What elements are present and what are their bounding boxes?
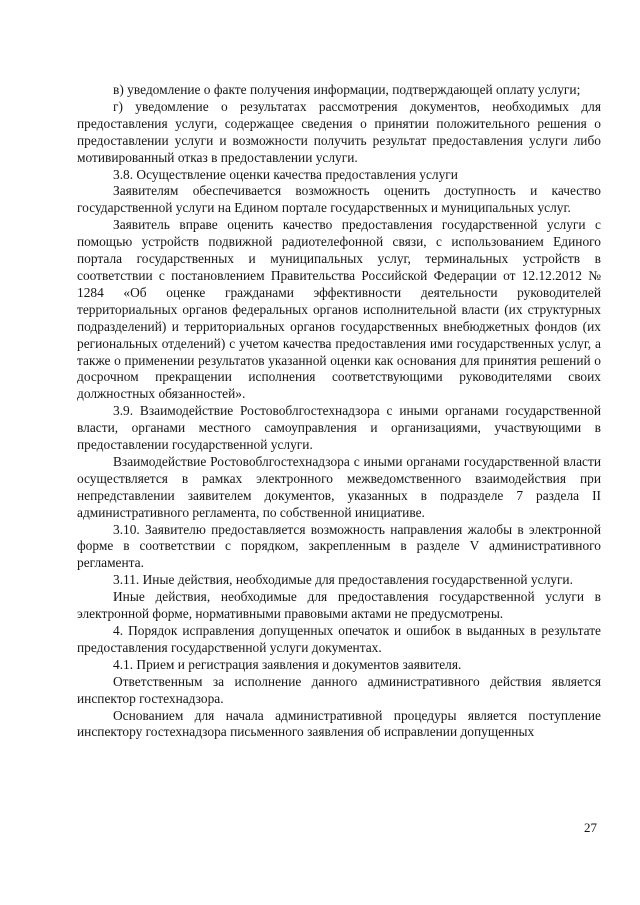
- section-heading-3-11: 3.11. Иные действия, необходимые для предоставления государственной услуги.: [113, 572, 573, 588]
- paragraph-responsible-person: Ответственным за исполнение данного административного действия является инспектор гостехнадзора.: [77, 673, 601, 706]
- section-heading-4: 4. Порядок исправления допущенных опечаток и ошибок в выданных в результате предоставления государственной услуги документах.: [77, 623, 601, 655]
- paragraph-quality-assessment-possibility: Заявителям обеспечивается возможность оценить доступность и качество государственной услуги на Едином портале государственных и муниципальных услуг.: [77, 183, 601, 216]
- section-heading-3-10: 3.10. Заявителю предоставляется возможность направления жалобы в электронной форме в соответствии с порядком, закрепленным в разделе V административного регламента.: [77, 521, 601, 571]
- paragraph-other-actions: Иные действия, необходимые для предоставления государственной услуги в электронной форме, нормативными правовыми актами не предусмотрены.: [77, 589, 601, 622]
- paragraph-review-results-notice: г) уведомление о результатах рассмотрения документов, необходимых для предоставления услуги, содержащее сведения о принятии положительного решения о предоставлении услуги и возможности получить результат предоставления услуги либо мотивированный отказ в предоставлении услуги.: [77, 98, 601, 165]
- paragraph-interagency-interaction: Взаимодействие Ростовоблгостехнадзора с иными органами государственной власти осуществляется в рамках электронного межведомственного взаимодействия при непредставлении заявителем документов, указанных в подразделе 7 раздела II административного регламента, по собственной инициативе.: [77, 453, 601, 520]
- page-number: 27: [584, 820, 597, 835]
- paragraph-quality-assessment-methods: Заявитель вправе оценить качество предоставления государственной услуги с помощью устройств подвижной радиотелефонной связи, с использованием Единого портала государственных и муниципальных услуг, терминальных устройств в соответствии с постановлением Правительства Российской Федерации от 12.12.2012 № 1284 «Об оценке гражданами эффективности деятельности руководителей территориальных органов федеральных органов исполнительной власти (их структурных подразделений) и территориальных органов государственных внебюджетных фондов (их региональных отделений) с учетом качества предоставления ими государственных услуг, а также о применении результатов указанной оценки как основания для принятия решений о досрочном прекращении исполнения соответствующими руководителями своих должностных обязанностей».: [77, 217, 601, 402]
- section-heading-3-8: 3.8. Осуществление оценки качества предоставления услуги: [113, 166, 458, 182]
- paragraph-procedure-basis: Основанием для начала административной процедуры является поступление инспектору гостехнадзора письменного заявления об исправлении допущенных: [77, 707, 601, 740]
- section-heading-4-1: 4.1. Прием и регистрация заявления и документов заявителя.: [113, 656, 462, 672]
- paragraph-payment-notice: в) уведомление о факте получения информации, подтверждающей оплату услуги;: [113, 82, 581, 97]
- document-body: [77, 82, 601, 741]
- section-heading-3-9: 3.9. Взаимодействие Ростовоблгостехнадзора с иными органами государственной власти, органами местного самоуправления и организациями, участвующими в предоставлении государственной услуги.: [77, 403, 601, 453]
